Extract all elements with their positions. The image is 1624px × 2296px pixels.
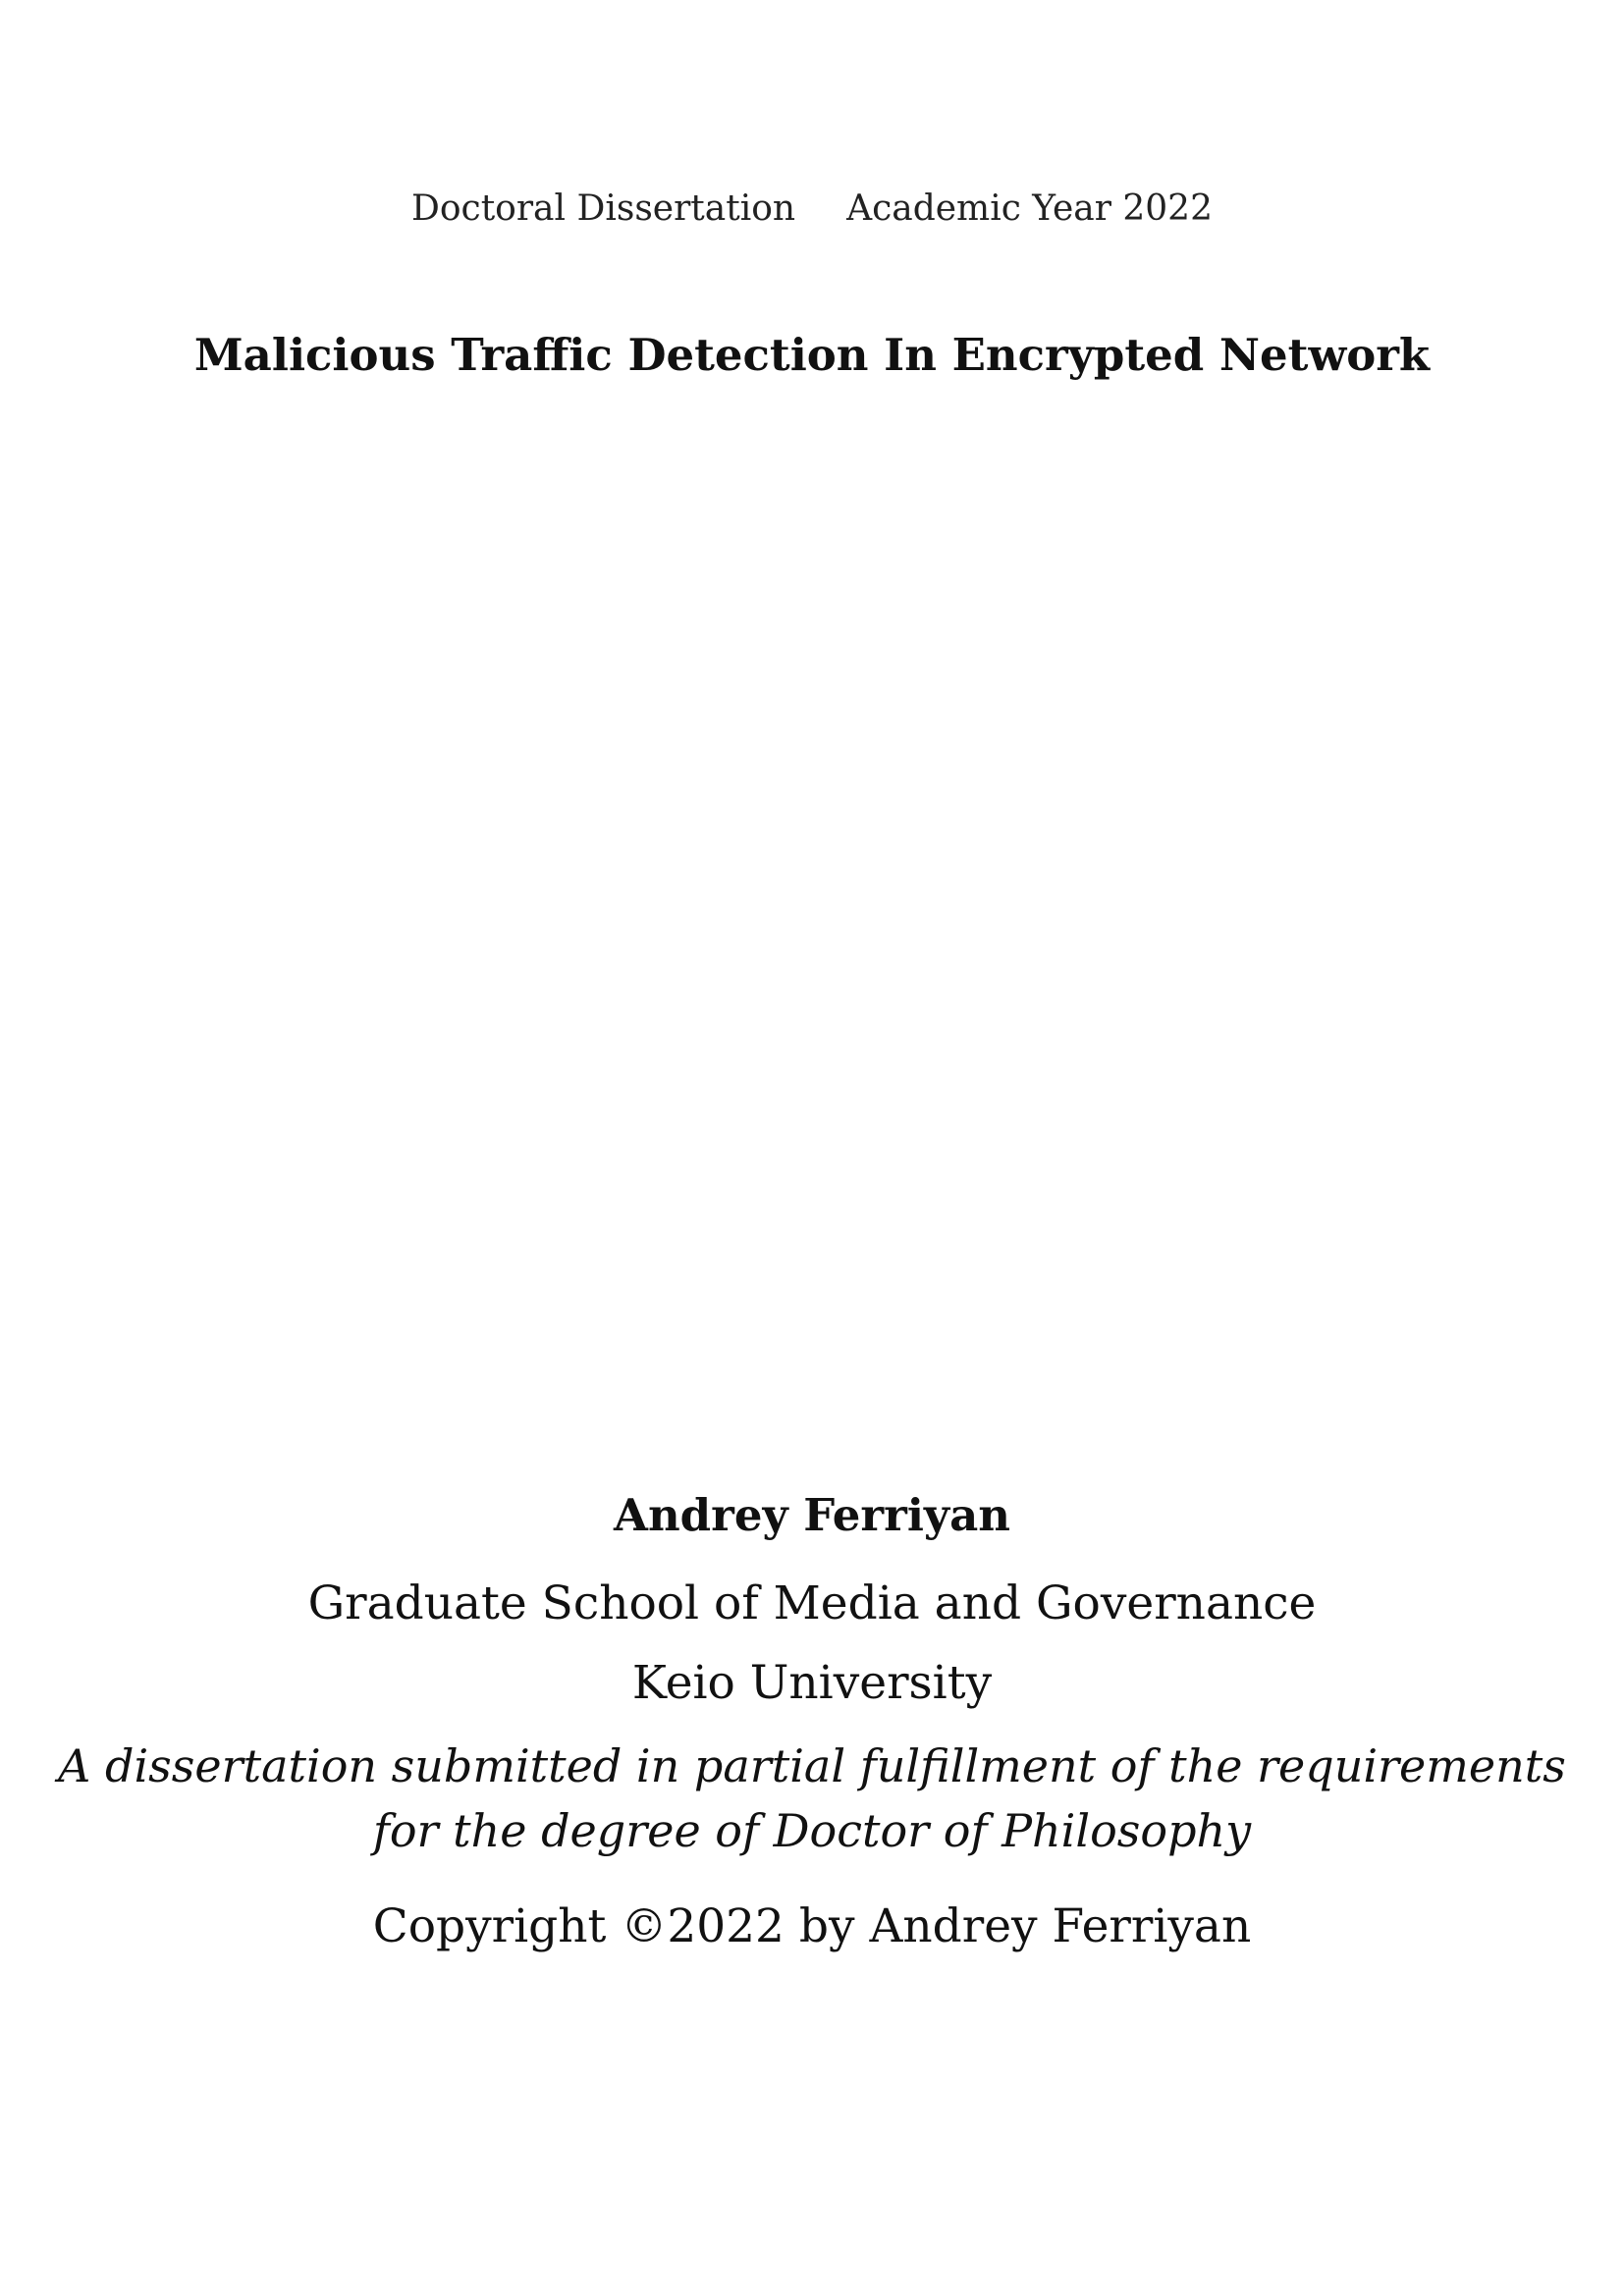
dissertation-title: Malicious Traffic Detection In Encrypted Network xyxy=(193,329,1431,381)
graduate-school: Graduate School of Media and Governance xyxy=(307,1576,1317,1630)
submission-statement xyxy=(0,1734,1624,1863)
submission-statement-line-2: for the degree of Doctor of Philosophy xyxy=(372,1804,1252,1857)
dissertation-type: Doctoral Dissertation xyxy=(411,188,796,229)
academic-year: Academic Year 2022 xyxy=(846,188,1213,229)
university-name: Keio University xyxy=(631,1656,993,1710)
author-name: Andrey Ferriyan xyxy=(614,1489,1010,1541)
copyright-notice: Copyright ©2022 by Andrey Ferriyan xyxy=(372,1899,1252,1953)
submission-statement-line-1: A dissertation submitted in partial fulfillment of the requirements xyxy=(58,1739,1566,1792)
document-header xyxy=(0,188,1624,229)
